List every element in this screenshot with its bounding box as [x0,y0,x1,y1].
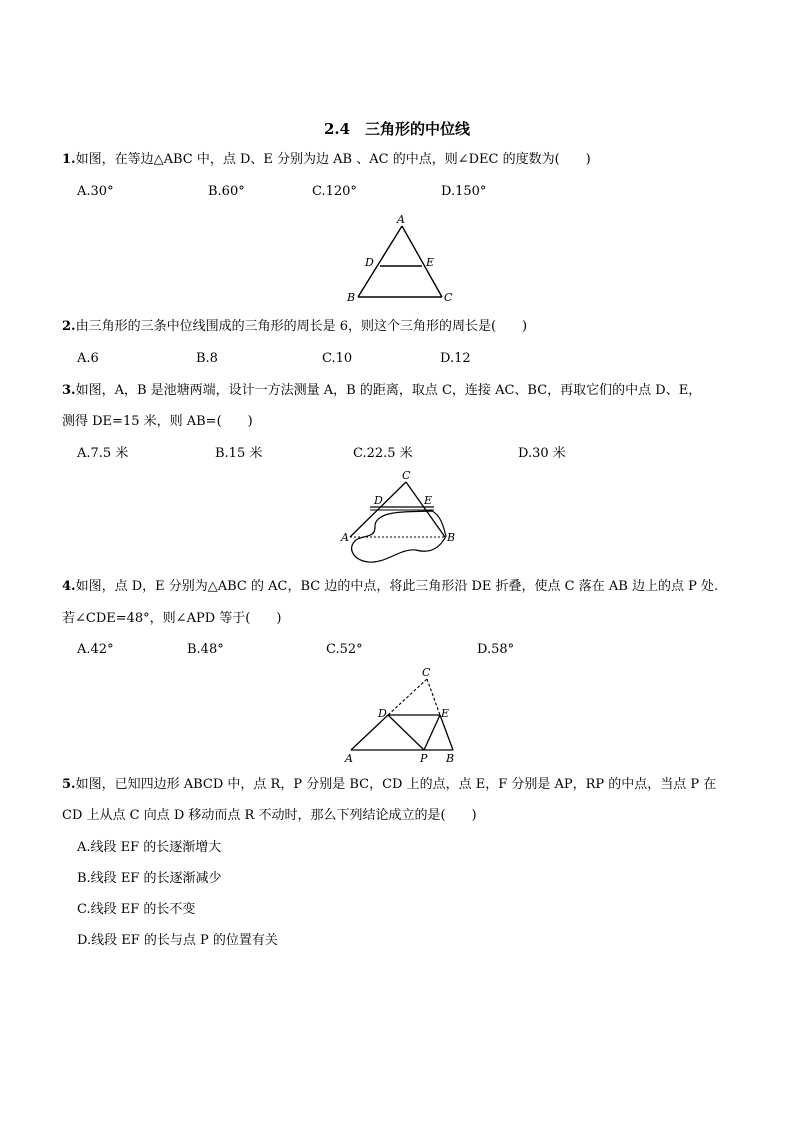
option-c: C.120° [312,184,357,199]
option-b: B.48° [187,642,224,657]
option-b: B.15 米 [215,446,263,461]
option-d: D.58° [477,642,515,657]
option-b: B.线段 EF 的长逐渐减少 [77,871,222,886]
label-c: C [444,291,453,304]
option-a: A.7.5 米 [77,446,129,461]
question-5-line-1 [62,777,716,793]
question-4-line-1 [62,579,718,595]
question-number: 4. [62,579,76,594]
label-b: B [447,531,456,544]
question-2 [62,319,527,335]
figure-pond [340,470,465,570]
option-a: A.线段 EF 的长逐渐增大 [77,840,222,855]
question-number: 2. [62,319,76,334]
option-c: C.22.5 米 [353,446,413,461]
question-3-line-1 [62,383,701,399]
option-a: A.30° [77,184,114,199]
label-e: E [426,256,435,269]
label-d: D [374,494,383,507]
question-stem: 如图，已知四边形 ABCD 中，点 R，P 分别是 BC，CD 上的点，点 E，F 分别是 AP，RP 的中点，当点 P 在 [75,777,717,792]
label-e: E [441,707,450,720]
option-b: B.8 [196,351,218,366]
option-c: C.52° [326,642,363,657]
question-4-line-2: 若∠CDE=48°，则∠APD 等于( ) [62,611,282,626]
page-title: 2.4 三角形的中位线 [323,120,471,138]
label-b: B [446,752,455,765]
label-a: A [341,531,349,544]
question-1 [62,152,591,168]
label-d: D [365,256,374,269]
question-stem: 如图，点 D，E 分别为△ABC 的 AC，BC 边的中点，将此三角形沿 DE 折叠，使点 C 落在 AB 边上的点 P 处. [75,579,719,594]
question-stem: 如图，在等边△ABC 中，点 D、E 分别为边 AB 、AC 的中点，则∠DEC 的度数为( ) [75,152,591,167]
option-a: A.6 [77,351,99,366]
label-p: P [420,752,428,765]
question-stem: 由三角形的三条中位线围成的三角形的周长是 6，则这个三角形的周长是( ) [75,319,528,334]
label-c: C [422,666,431,679]
question-number: 5. [62,777,76,792]
label-a: A [397,213,405,226]
option-d: D.线段 EF 的长与点 P 的位置有关 [77,933,278,948]
label-b: B [347,291,356,304]
option-b: B.60° [208,184,245,199]
option-d: D.150° [441,184,487,199]
question-3-line-2: 测得 DE=15 米，则 AB=( ) [62,414,253,429]
option-c: C.线段 EF 的长不变 [77,902,196,917]
option-c: C.10 [322,351,353,366]
question-stem: 如图，A，B 是池塘两端，设计一方法测量 A，B 的距离，取点 C，连接 AC、BC，再取它们的中点 D、E， [75,383,702,398]
option-d: D.30 米 [518,446,566,461]
label-a: A [345,752,353,765]
option-d: D.12 [440,351,471,366]
label-c: C [402,469,411,482]
figure-fold [340,666,465,766]
question-number: 1. [62,152,76,167]
label-e: E [424,494,433,507]
option-a: A.42° [77,642,114,657]
question-5-line-2: CD 上从点 C 向点 D 移动而点 R 不动时，那么下列结论成立的是( ) [62,808,477,823]
label-d: D [378,707,387,720]
figure-equilateral-triangle [340,212,470,307]
question-number: 3. [62,383,76,398]
